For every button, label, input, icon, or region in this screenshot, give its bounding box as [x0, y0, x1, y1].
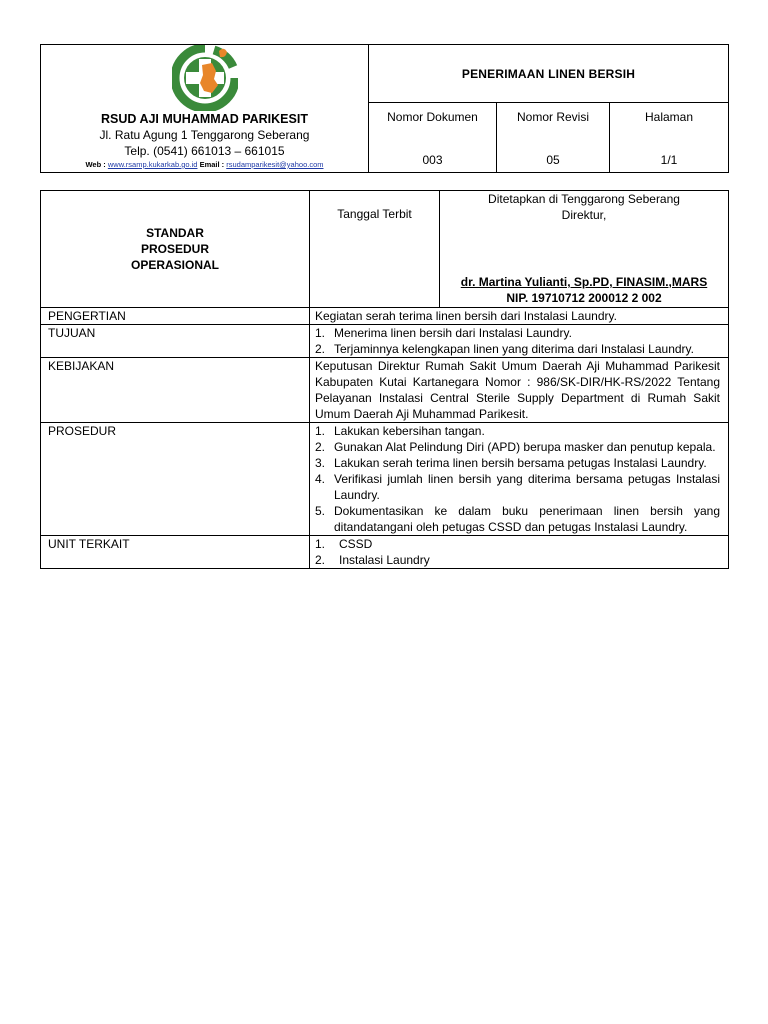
doc-number-cell — [369, 103, 497, 173]
hospital-contact — [41, 160, 368, 170]
list-item: 2. Gunakan Alat Pelindung Diri (APD) berupa masker dan penutup kepala. — [315, 440, 716, 454]
page-label: Halaman — [644, 110, 694, 124]
kebijakan-content: Keputusan Direktur Rumah Sakit Umum Daerah Aji Muhammad Parikesit Kabupaten Kutai Kartanegara Nomor : 986/SK-DIR/HK-RS/2022 Tentang Pelayanan Instalasi Central Sterile Supply Department di Rumah Sakit Umum Daerah Aji Muhammad Parikesit. — [310, 358, 729, 423]
page-value: 1/1 — [660, 153, 678, 167]
web-label: Web : — [85, 160, 108, 169]
list-item: 3. Lakukan serah terima linen bersih bersama petugas Instalasi Laundry. — [315, 456, 707, 470]
pengertian-label: PENGERTIAN — [41, 308, 310, 325]
list-item: 4. Verifikasi jumlah linen bersih yang diterima bersama petugas Instalasi Laundry. — [315, 472, 720, 502]
web-link[interactable]: www.rsamp.kukarkab.go.id — [107, 160, 198, 169]
prosedur-content — [310, 423, 729, 536]
sop-table — [40, 190, 729, 569]
revision-value: 05 — [546, 153, 560, 167]
document-header — [40, 44, 729, 173]
revision-label: Nomor Revisi — [516, 110, 589, 124]
hospital-name: RSUD AJI MUHAMMAD PARIKESIT — [101, 112, 308, 126]
list-item: 1. CSSD — [315, 537, 373, 551]
page-cell — [610, 103, 729, 173]
approval-cell — [440, 191, 729, 308]
sop-title-line: STANDAR — [146, 226, 204, 240]
list-item: 1. Menerima linen bersih dari Instalasi Laundry. — [315, 326, 572, 340]
prosedur-list — [315, 423, 720, 535]
hospital-identity — [41, 45, 369, 173]
email-link[interactable]: rsudamparikesit@yahoo.com — [226, 160, 324, 169]
unit-list — [315, 536, 720, 568]
director-signature-block — [440, 274, 728, 306]
prosedur-label: PROSEDUR — [41, 423, 310, 536]
doc-number-label: Nomor Dokumen — [387, 110, 478, 124]
issue-date-cell — [310, 191, 440, 308]
tujuan-list — [315, 325, 720, 357]
email-label: Email : — [197, 160, 227, 169]
sop-title-line: OPERASIONAL — [130, 258, 219, 272]
unit-content — [310, 536, 729, 569]
hospital-logo — [41, 45, 368, 111]
issue-date-label: Tanggal Terbit — [337, 207, 412, 221]
director-name: dr. Martina Yulianti, Sp.PD, FINASIM.,MARS — [460, 275, 708, 289]
list-item: 2. Instalasi Laundry — [315, 553, 430, 567]
document-title: PENERIMAAN LINEN BERSIH — [369, 45, 729, 103]
kebijakan-label: KEBIJAKAN — [41, 358, 310, 423]
hospital-address: Jl. Ratu Agung 1 Tenggarong Seberang — [99, 128, 310, 142]
hospital-logo-icon — [172, 45, 238, 111]
tujuan-label: TUJUAN — [41, 325, 310, 358]
sop-title-line: PROSEDUR — [140, 242, 209, 256]
list-item: 1. Lakukan kebersihan tangan. — [315, 424, 485, 438]
list-item: 5. Dokumentasikan ke dalam buku penerimaan linen bersih yang ditandatangani oleh petugas CSSD dan petugas Instalasi Laundry. — [315, 504, 720, 534]
revision-cell — [497, 103, 610, 173]
set-in-location: Ditetapkan di Tenggarong Seberang — [488, 192, 680, 206]
unit-label: UNIT TERKAIT — [41, 536, 310, 569]
pengertian-content: Kegiatan serah terima linen bersih dari Instalasi Laundry. — [310, 308, 729, 325]
director-nip: NIP. 19710712 200012 2 002 — [506, 291, 662, 305]
list-item: 2. Terjaminnya kelengkapan linen yang diterima dari Instalasi Laundry. — [315, 342, 694, 356]
doc-number-value: 003 — [422, 153, 443, 167]
hospital-phone: Telp. (0541) 661013 – 661015 — [124, 144, 285, 158]
sop-title — [41, 191, 310, 308]
director-title: Direktur, — [561, 208, 607, 222]
tujuan-content — [310, 325, 729, 358]
